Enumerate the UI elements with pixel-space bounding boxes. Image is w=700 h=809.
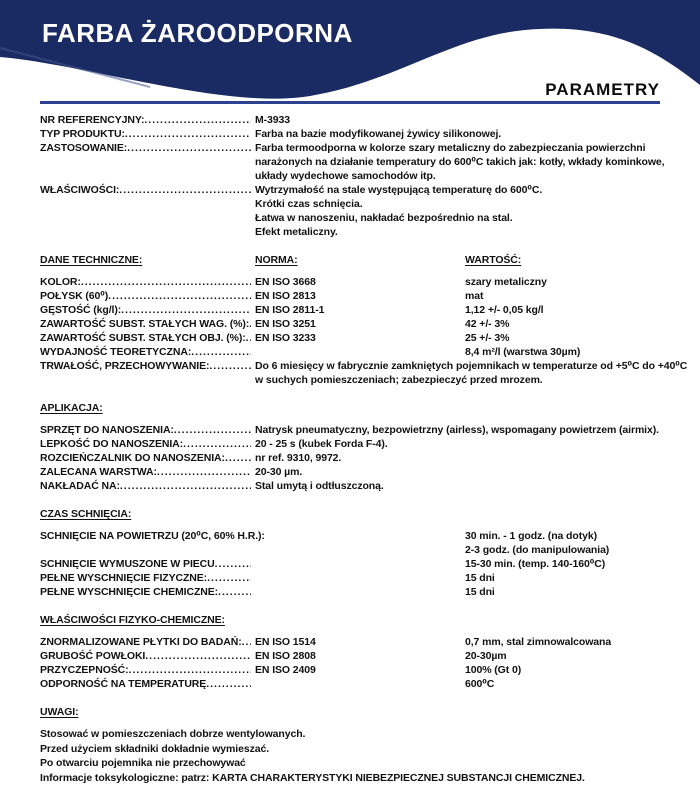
field-label: PEŁNE WYSCHNIĘCIE CHEMICZNE: — [40, 586, 219, 598]
field-label: POŁYSK (60⁰) — [40, 290, 109, 302]
document-body — [0, 106, 700, 785]
field-value: Farba termoodporna w kolorze szary metaliczny do zabezpieczania powierzchni — [255, 142, 646, 154]
field-label: ZNORMALIZOWANE PŁYTKI DO BADAŃ: — [40, 636, 242, 648]
field-label: NAKŁADAĆ NA: — [40, 480, 120, 492]
document-title: FARBA ŻAROODPORNA — [42, 18, 353, 48]
field-label: TRWAŁOŚĆ, PRZECHOWYWANIE: — [40, 360, 210, 372]
info-row — [40, 183, 690, 239]
note-line: Przed użyciem składniki dokładnie wymieszać. — [40, 742, 270, 755]
norma-value: EN ISO 1514 — [255, 636, 316, 648]
field-value: 1,12 +/- 0,05 kg/l — [465, 304, 544, 316]
table-row — [40, 649, 690, 663]
dot-leader — [183, 437, 251, 451]
field-value: Efekt metaliczny. — [255, 226, 338, 238]
field-value: narażonych na działanie temperatury do 600⁰C takich jak: kotły, wkłady kominkowe, — [255, 156, 665, 168]
field-label: WŁAŚCIWOŚCI: — [40, 184, 120, 196]
table-row — [40, 543, 690, 557]
field-label: TYP PRODUKTU: — [40, 128, 125, 140]
field-label: ZAWARTOŚĆ SUBST. STAŁYCH WAG. (%): — [40, 318, 250, 330]
table-row — [40, 317, 690, 331]
parameters-heading: PARAMETRY — [545, 80, 660, 99]
dot-leader — [145, 649, 251, 663]
field-value: 25 +/- 3% — [465, 332, 510, 344]
table-row — [40, 663, 690, 677]
field-value: Łatwa w nanoszeniu, nakładać bezpośrednio na stal. — [255, 212, 513, 224]
dot-leader — [157, 465, 251, 479]
field-value: 15 dni — [465, 586, 495, 598]
field-label: PEŁNE WYSCHNIĘCIE FIZYCZNE: — [40, 572, 208, 584]
field-value: 42 +/- 3% — [465, 318, 510, 330]
dot-leader — [209, 359, 251, 373]
field-label: ROZCIEŃCZALNIK DO NANOSZENIA: — [40, 452, 225, 464]
dot-leader — [127, 141, 251, 155]
dot-leader — [246, 331, 251, 345]
field-label: GĘSTOŚĆ (kg/l): — [40, 304, 122, 316]
field-value: 20-30 µm. — [255, 466, 303, 478]
dot-leader — [129, 663, 251, 677]
norma-value: EN ISO 3251 — [255, 318, 316, 330]
field-label: ZAWARTOŚĆ SUBST. STAŁYCH OBJ. (%): — [40, 332, 246, 344]
table-row — [40, 303, 690, 317]
field-value: 15 dni — [465, 572, 495, 584]
table-row — [40, 529, 690, 543]
field-value: 15-30 min. (temp. 140-160⁰C) — [465, 558, 606, 570]
table-row — [40, 359, 690, 387]
table-row — [40, 437, 690, 451]
field-value: 2-3 godz. (do manipulowania) — [465, 544, 610, 556]
field-value: mat — [465, 290, 484, 302]
field-value: szary metaliczny — [465, 276, 547, 288]
field-value: Do 6 miesięcy w fabrycznie zamkniętych pojemnikach w temperaturze od +5⁰C do +40⁰C — [255, 360, 688, 372]
dot-leader — [81, 275, 251, 289]
field-value: Krótki czas schnięcia. — [255, 198, 363, 210]
field-value: w suchych pomieszczeniach; zabezpieczyć przed mrozem. — [255, 374, 543, 386]
field-value: Natrysk pneumatyczny, bezpowietrzny (airless), wspomagany powietrzem (airmix). — [255, 424, 659, 436]
field-label: ZASTOSOWANIE: — [40, 142, 128, 154]
dot-leader — [119, 183, 251, 197]
note-line: Po otwarciu pojemnika nie przechowywać — [40, 757, 246, 769]
field-label: SCHNIĘCIE NA POWIETRZU (20⁰C, 60% H.R.): — [40, 530, 265, 542]
field-value: 30 min. - 1 godz. (na dotyk) — [465, 530, 597, 542]
table-row — [40, 557, 690, 571]
field-label: SCHNIĘCIE WYMUSZONE W PIECU — [40, 558, 215, 570]
note-line: Informacje toksykologiczne: patrz: KARTA CHARAKTERYSTYKI NIEBEZPIECZNEJ SUBSTANCJI CHEMICZNEJ. — [40, 771, 585, 784]
dot-leader — [207, 571, 251, 585]
field-label: NR REFERENCYJNY: — [40, 114, 145, 126]
field-value: nr ref. 9310, 9972. — [255, 452, 342, 464]
table-row — [40, 571, 690, 585]
section-heading-czas-schniecia: CZAS SCHNIĘCIA: — [40, 508, 132, 520]
dot-leader — [225, 451, 251, 465]
table-row — [40, 289, 690, 303]
field-value: 20-30µm — [465, 650, 507, 662]
section-heading: DANE TECHNICZNE: — [40, 254, 143, 266]
table-row — [40, 677, 690, 691]
table-row — [40, 345, 690, 359]
dot-leader — [174, 423, 251, 437]
table-row — [40, 423, 690, 437]
dot-leader — [249, 317, 251, 331]
field-value: 600⁰C — [465, 678, 495, 690]
dot-leader — [206, 677, 251, 691]
dot-leader — [125, 127, 251, 141]
dot-leader — [120, 479, 251, 493]
field-value: układy wydechowe samochodów itp. — [255, 170, 436, 182]
page-header — [0, 0, 700, 106]
info-row — [40, 127, 690, 141]
norma-value: EN ISO 2808 — [255, 650, 316, 662]
field-label: KOLOR: — [40, 276, 81, 288]
dot-leader — [242, 635, 251, 649]
field-label: ZALECANA WARSTWA: — [40, 466, 157, 478]
table-row — [40, 451, 690, 465]
section-heading-fizyko-chemiczne: WŁAŚCIWOŚCI FIZYKO-CHEMICZNE: — [40, 614, 225, 626]
dot-leader — [121, 303, 251, 317]
field-label: GRUBOŚĆ POWŁOKI — [40, 650, 146, 662]
dot-leader — [191, 345, 251, 359]
notes-block — [40, 727, 690, 785]
field-value: M-3933 — [255, 114, 291, 126]
table-row — [40, 635, 690, 649]
field-label: LEPKOŚĆ DO NANOSZENIA: — [40, 438, 184, 450]
info-row — [40, 141, 690, 183]
norma-value: EN ISO 2409 — [255, 664, 316, 676]
section-heading-uwagi: UWAGI: — [40, 706, 79, 718]
field-value: Wytrzymałość na stale występującą temperaturę do 600⁰C. — [255, 184, 543, 196]
norma-value: EN ISO 3233 — [255, 332, 316, 344]
dot-leader — [108, 289, 251, 303]
table-row — [40, 275, 690, 289]
note-line: Stosować w pomieszczeniach dobrze wentylowanych. — [40, 728, 306, 740]
field-label: SPRZĘT DO NANOSZENIA: — [40, 424, 174, 436]
dot-leader — [215, 557, 251, 571]
field-value: 20 - 25 s (kubek Forda F-4). — [255, 438, 388, 450]
table-row — [40, 479, 690, 493]
table-header-row — [40, 253, 690, 267]
norma-value: EN ISO 3668 — [255, 276, 316, 288]
norma-value: EN ISO 2811-1 — [255, 304, 325, 316]
field-label: ODPORNOŚĆ NA TEMPERATURĘ — [40, 678, 207, 690]
field-value: 100% (Gt 0) — [465, 664, 522, 676]
section-heading-aplikacja: APLIKACJA: — [40, 402, 103, 414]
field-value: Stal umytą i odtłuszczoną. — [255, 480, 384, 492]
field-label: WYDAJNOŚĆ TEORETYCZNA: — [40, 346, 192, 358]
field-value: 0,7 mm, stal zimnowalcowana — [465, 636, 612, 648]
dot-leader — [218, 585, 251, 599]
field-value: 8,4 m²/l (warstwa 30µm) — [465, 346, 581, 358]
field-value: Farba na bazie modyfikowanej żywicy silikonowej. — [255, 128, 502, 140]
field-label: PRZYCZEPNOŚĆ: — [40, 664, 129, 676]
info-row — [40, 113, 690, 127]
column-header-wartosc: WARTOŚĆ: — [465, 254, 522, 266]
table-row — [40, 585, 690, 599]
dot-leader — [144, 113, 251, 127]
header-divider-line — [40, 101, 660, 104]
table-row — [40, 465, 690, 479]
column-header-norma: NORMA: — [255, 254, 298, 266]
table-row — [40, 331, 690, 345]
norma-value: EN ISO 2813 — [255, 290, 316, 302]
